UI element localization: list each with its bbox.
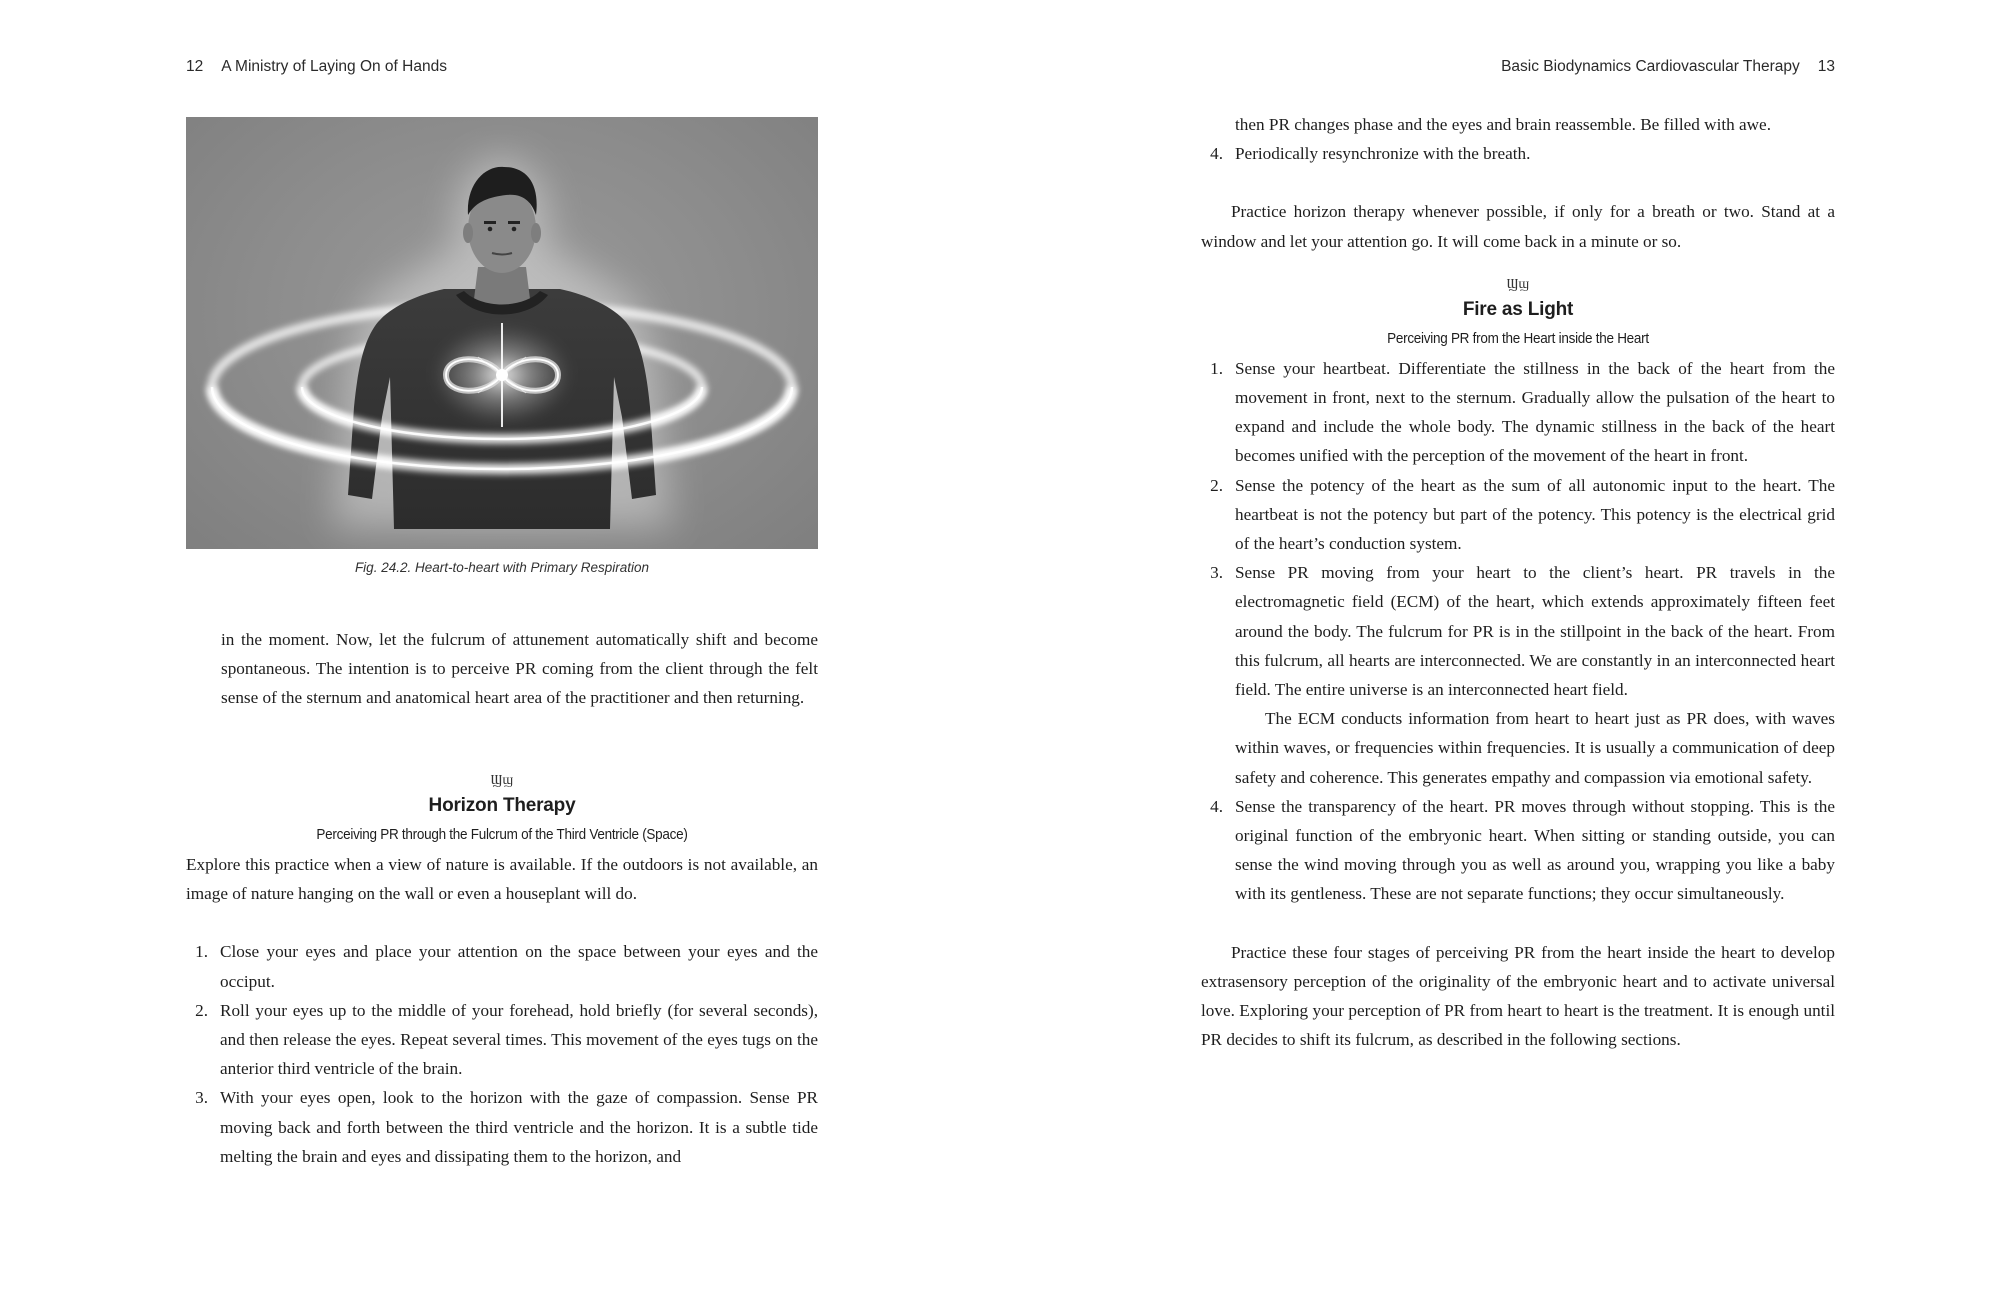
- page-number-right: 13: [1817, 58, 1835, 75]
- list-item: [186, 937, 818, 995]
- continued-paragraph-text: in the moment. Now, let the fulcrum of attunement automatically shift and become spontaneous. The intention is to perceive PR coming from the client through the felt sense of the sternum and anatomical heart area of the practitioner and then returning.: [221, 630, 818, 708]
- list-item-number: 4.: [1210, 144, 1223, 164]
- right-page: [1000, 0, 2000, 1294]
- running-head-right: [1501, 58, 1835, 76]
- figure-caption: Fig. 24.2. Heart-to-heart with Primary Respiration: [354, 560, 650, 575]
- continued-paragraph: [221, 625, 818, 713]
- list-item-number: 1.: [1210, 358, 1223, 378]
- list-item-text: Sense the potency of the heart as the sum of all autonomic input to the heart. The heartbeat is not the potency but part of the potency. This potency is the electrical grid of the heart’s conduction system.: [1235, 475, 1835, 554]
- list-item-text: Sense the transparency of the heart. PR moves through without stopping. This is the original function of the embryonic heart. When sitting or standing outside, you can sense the wind moving through you as well as around you, wrapping you like a baby with its gentleness. These are not separate functions; they occur simultaneously.: [1235, 796, 1835, 904]
- page-number-left: 12: [186, 58, 204, 75]
- horizon-closing-paragraph: Practice horizon therapy whenever possible, if only for a breath or two. Stand at a window and let your attention go. It will come back in a minute or so.: [1201, 202, 1835, 251]
- list-item-text: Roll your eyes up to the middle of your forehead, hold briefly (for several seconds), and then release the eyes. Repeat several times. This movement of the eyes tugs on the anterior third ventricle of the brain.: [220, 1000, 818, 1079]
- fire-steps-list: [1201, 354, 1835, 909]
- list-item-number: 3.: [1210, 563, 1223, 583]
- list-item-text: Periodically resynchronize with the breath.: [1235, 144, 1531, 164]
- list-item: [1201, 471, 1835, 559]
- closing-paragraph: Practice these four stages of perceiving PR from the heart inside the heart to develop extrasensory perception of the originality of the embryonic heart and to activate universal love. Exploring your perception of PR from heart to heart is the treatment. It is enough until PR decides to shift its fulcrum, as described in the following sections.: [1201, 942, 1835, 1050]
- section-subtitle-fire-as-light: Perceiving PR from the Heart inside the Heart: [1387, 329, 1649, 347]
- list-item-number: 2.: [1210, 475, 1223, 495]
- list-item-number: 4.: [1210, 796, 1223, 816]
- figure-illustration: [186, 117, 818, 549]
- list-item: [1201, 558, 1835, 792]
- list-item-number: 3.: [195, 1088, 208, 1108]
- list-item-number: 1.: [195, 942, 208, 962]
- list-item: [1201, 139, 1835, 168]
- list-item-text: With your eyes open, look to the horizon with the gaze of compassion. Sense PR moving back and forth between the third ventricle and the horizon. It is a subtle tide melting the brain and eyes and dissipating them to the horizon, and: [220, 1088, 818, 1166]
- section-title-horizon-therapy: Horizon Therapy: [428, 795, 576, 816]
- right-column-text: [1201, 110, 1835, 1054]
- list-item: [186, 996, 818, 1084]
- list-item: [1201, 792, 1835, 909]
- section-ornament-left: Ϣϣ: [490, 773, 514, 788]
- list-item-subparagraph: The ECM conducts information from heart to heart just as PR does, with waves within waves, or frequencies within frequencies. It is usually a communication of deep safety and coherence. This generates empathy and compassion via emotional safety.: [1235, 709, 1835, 787]
- list-item-text: Close your eyes and place your attention on the space between your eyes and the occiput.: [220, 942, 818, 991]
- list-item: [1201, 110, 1835, 139]
- running-head-title-left: A Ministry of Laying On of Hands: [221, 58, 447, 75]
- running-head-left: [186, 58, 447, 76]
- section-subtitle-horizon-therapy: Perceiving PR through the Fulcrum of the Third Ventricle (Space): [316, 826, 688, 843]
- intro-paragraph: Explore this practice when a view of nature is available. If the outdoors is not available, an image of nature hanging on the wall or even a houseplant will do.: [186, 855, 818, 904]
- list-item: [186, 1083, 818, 1171]
- horizon-steps-continued: [1201, 110, 1835, 168]
- list-item-number: 2.: [195, 1000, 208, 1020]
- figure-heart-to-heart: [186, 117, 818, 549]
- list-item-text: then PR changes phase and the eyes and brain reassemble. Be filled with awe.: [1235, 115, 1771, 134]
- list-item-text: Sense your heartbeat. Differentiate the stillness in the back of the heart from the movement in front, next to the sternum. Gradually allow the pulsation of the heart to expand and include the whole body. The dynamic stillness in the back of the heart becomes unified with the perception of the movement of the heart in front.: [1235, 358, 1835, 466]
- section-ornament-right: Ϣϣ: [1506, 276, 1530, 292]
- list-item-text: Sense PR moving from your heart to the client’s heart. PR travels in the electromagnetic field (ECM) of the heart, which extends approximately fifteen feet around the body. The fulcrum for PR is in the stillpoint in the back of the heart. From this fulcrum, all hearts are interconnected. We are constantly in an interconnected heart field. The entire universe is an interconnected heart field.: [1235, 563, 1835, 700]
- running-head-title-right: Basic Biodynamics Cardiovascular Therapy: [1501, 58, 1800, 75]
- section-horizon-therapy: [186, 770, 818, 1171]
- section-title-fire-as-light: Fire as Light: [1462, 298, 1574, 320]
- list-item: [1201, 354, 1835, 471]
- horizon-steps-list: [186, 937, 818, 1171]
